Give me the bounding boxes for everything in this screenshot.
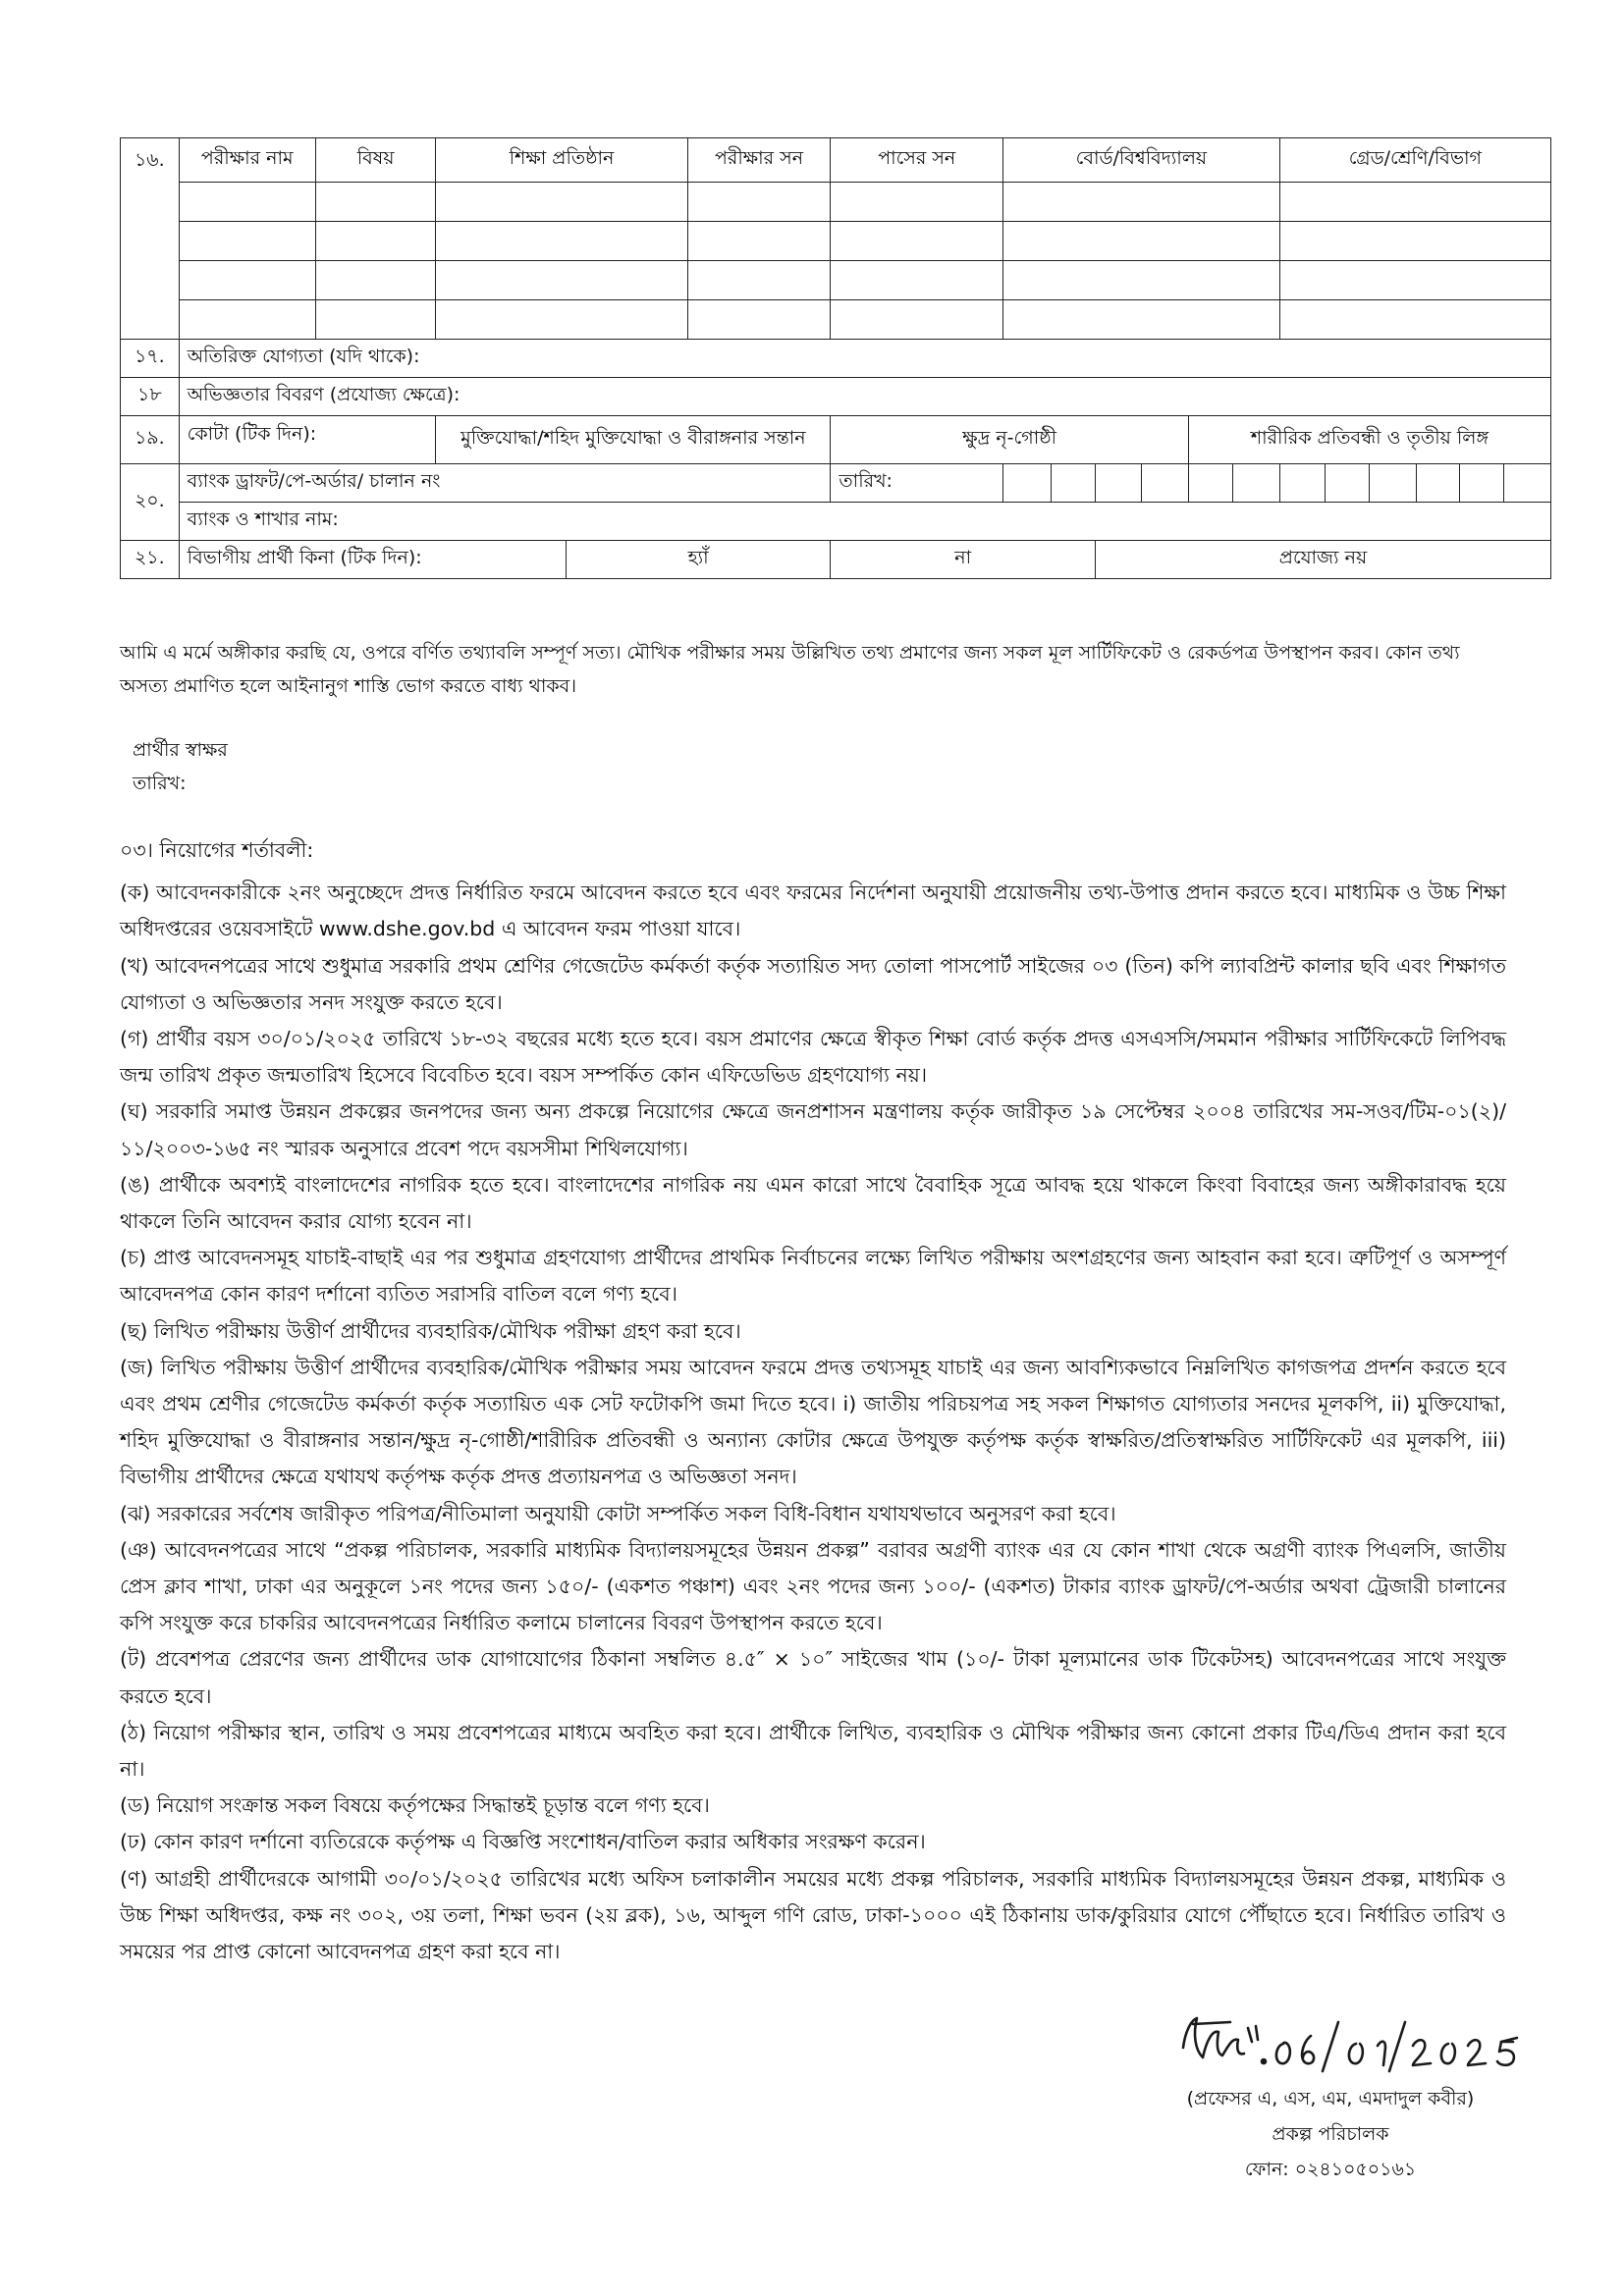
q16-cell[interactable] bbox=[687, 222, 831, 261]
q20-box[interactable] bbox=[1504, 464, 1551, 503]
q16-cell[interactable] bbox=[179, 183, 315, 222]
q19-number: ১৯. bbox=[121, 416, 180, 464]
q16-cell[interactable] bbox=[831, 222, 1003, 261]
term-item: (ট) প্রবেশপত্র প্রেরণের জন্য প্রার্থীদের ডাক যোগাযোগের ঠিকানা সম্বলিত ৪.৫″ × ১০″ সাইজের খাম (১০/- টাকা মূল্যমানের ডাক টিকেটসহ) আবেদনপত্রের সাথে সংযুক্ত করতে হবে। bbox=[120, 1647, 1506, 1708]
q16-header-exam-year: পরীক্ষার সন bbox=[687, 138, 831, 183]
q19-quota-label: কোটা (টিক দিন): bbox=[179, 416, 436, 464]
signatory-phone: ফোন: ০২৪১০৫০১৬১ bbox=[1244, 2159, 1417, 2180]
q16-cell[interactable] bbox=[315, 261, 436, 300]
application-form-table bbox=[120, 137, 1551, 579]
q18-number: ১৮ bbox=[121, 378, 180, 416]
q20-box[interactable] bbox=[1279, 464, 1325, 503]
q20-box[interactable] bbox=[1095, 464, 1141, 503]
q16-cell[interactable] bbox=[1279, 300, 1550, 340]
q19-option-disabled-third-gender[interactable]: শারীরিক প্রতিবন্ধী ও তৃতীয় লিঙ্গ bbox=[1188, 416, 1550, 464]
q16-cell[interactable] bbox=[1279, 222, 1550, 261]
q20-box[interactable] bbox=[1142, 464, 1188, 503]
q21-option-no[interactable]: না bbox=[831, 541, 1096, 579]
applicant-date-label: তারিখ: bbox=[133, 773, 187, 794]
applicant-signature-label: প্রার্থীর স্বাক্ষর bbox=[133, 739, 228, 761]
q20-box[interactable] bbox=[1460, 464, 1504, 503]
q16-cell[interactable] bbox=[436, 300, 687, 340]
q21-departmental-label: বিভাগীয় প্রার্থী কিনা (টিক দিন): bbox=[179, 541, 566, 579]
q16-cell[interactable] bbox=[436, 222, 687, 261]
q16-cell[interactable] bbox=[687, 300, 831, 340]
q16-cell[interactable] bbox=[315, 300, 436, 340]
q19-option-ethnic-minority[interactable]: ক্ষুদ্র নৃ-গোষ্ঠী bbox=[831, 416, 1188, 464]
declaration-text: আমি এ মর্মে অঙ্গীকার করছি যে, ওপরে বর্ণিত তথ্যাবলি সম্পূর্ণ সত্য। মৌখিক পরীক্ষার সময় উল্লিখিত তথ্য প্রমাণের জন্য সকল মূল সার্টিফিকেট ও রেকর্ডপত্র উপস্থাপন করব। কোন তথ্য অসত্য প্রমাণিত হলে আইনানুগ শাস্তি ভোগ করতে বাধ্য থাকব। bbox=[120, 642, 1460, 697]
term-item: (ঘ) সরকারি সমাপ্ত উন্নয়ন প্রকল্পের জনপদের জন্য অন্য প্রকল্পে নিয়োগের ক্ষেত্রে জনপ্রশাসন মন্ত্রণালয় কর্তৃক জারীকৃত ১৯ সেপ্টেম্বর ২০০৪ তারিখের সম-সওব/টিম-০১(২)/১১/২০০৩-১৬৫ নং স্মারক অনুসারে প্রবেশ পদে বয়সসীমা শিথিলযোগ্য। bbox=[120, 1099, 1506, 1160]
q16-cell[interactable] bbox=[1279, 183, 1550, 222]
q16-cell[interactable] bbox=[1279, 261, 1550, 300]
q20-box[interactable] bbox=[1003, 464, 1052, 503]
term-item: (ক) আবেদনকারীকে ২নং অনুচ্ছেদে প্রদত্ত নির্ধারিত ফরমে আবেদন করতে হবে এবং ফরমের নির্দেশনা অনুযায়ী প্রয়োজনীয় তথ্য-উপাত্ত প্রদান করতে হবে। মাধ্যমিক ও উচ্চ শিক্ষা অধিদপ্তরের ওয়েবসাইটে www.dshe.gov.bd এ আবেদন ফরম পাওয়া যাবে। bbox=[120, 881, 1506, 941]
q20-bank-branch-field[interactable]: ব্যাংক ও শাখার নাম: bbox=[179, 503, 1550, 541]
term-item: (ঠ) নিয়োগ পরীক্ষার স্থান, তারিখ ও সময় প্রবেশপত্রের মাধ্যমে অবহিত করা হবে। প্রার্থীকে লিখিত, ব্যবহারিক ও মৌখিক পরীক্ষার জন্য কোনো প্রকার টিএ/ডিএ প্রদান করা হবে না। bbox=[120, 1720, 1506, 1782]
q20-number: ২০. bbox=[121, 464, 180, 541]
q16-header-subject: বিষয় bbox=[315, 138, 436, 183]
signatory-designation: প্রকল্প পরিচালক bbox=[1272, 2123, 1389, 2145]
q16-header-grade: গ্রেড/শ্রেণি/বিভাগ bbox=[1279, 138, 1550, 183]
terms-heading: ০৩। নিয়োগের শর্তাবলী: bbox=[120, 838, 314, 862]
q16-cell[interactable] bbox=[687, 183, 831, 222]
term-item: (ণ) আগ্রহী প্রার্থীদেরকে আগামী ৩০/০১/২০২৫ তারিখের মধ্যে অফিস চলাকালীন সময়ের মধ্যে প্রকল্প পরিচালক, সরকারি মাধ্যমিক বিদ্যালয়সমূহের উন্নয়ন প্রকল্প, মাধ্যমিক ও উচ্চ শিক্ষা অধিদপ্তর, কক্ষ নং ৩০২, ৩য় তলা, শিক্ষা ভবন (২য় ব্লক), ১৬, আব্দুল গণি রোড, ঢাকা-১০০০ এই ঠিকানায় ডাক/কুরিয়ার যোগে পৌঁছাতে হবে। নির্ধারিত তারিখ ও সময়ের পর প্রাপ্ত কোনো আবেদনপত্র গ্রহণ করা হবে না। bbox=[120, 1866, 1506, 1964]
q20-box[interactable] bbox=[1233, 464, 1280, 503]
q16-cell[interactable] bbox=[179, 222, 315, 261]
q16-cell[interactable] bbox=[831, 183, 1003, 222]
signatory-block bbox=[1119, 2081, 1542, 2187]
applicant-signature-block bbox=[133, 733, 228, 800]
q16-row bbox=[121, 183, 1551, 222]
q16-cell[interactable] bbox=[687, 261, 831, 300]
q16-cell[interactable] bbox=[179, 261, 315, 300]
q21-option-not-applicable[interactable]: প্রযোজ্য নয় bbox=[1095, 541, 1550, 579]
q16-cell[interactable] bbox=[1003, 300, 1280, 340]
handwritten-signature-with-date bbox=[1173, 2010, 1527, 2081]
q16-cell[interactable] bbox=[179, 300, 315, 340]
terms-section bbox=[120, 832, 1506, 1970]
q19-option-freedom-fighter[interactable]: মুক্তিযোদ্ধা/শহিদ মুক্তিযোদ্ধা ও বীরাঙ্গনার সন্তান bbox=[436, 416, 831, 464]
q20-box[interactable] bbox=[1188, 464, 1232, 503]
term-item: (ঙ) প্রার্থীকে অবশ্যই বাংলাদেশের নাগরিক হতে হবে। বাংলাদেশের নাগরিক নয় এমন কারো সাথে বৈবাহিক সূত্রে আবদ্ধ হয়ে থাকলে কিংবা বিবাহের জন্য অঙ্গীকারাবদ্ধ হয়ে থাকলে তিনি আবেদন করার যোগ্য হবেন না। bbox=[120, 1172, 1506, 1234]
q16-cell[interactable] bbox=[436, 261, 687, 300]
q21-number: ২১. bbox=[121, 541, 180, 579]
q16-cell[interactable] bbox=[1003, 222, 1280, 261]
q16-number: ১৬. bbox=[121, 138, 180, 340]
q21-option-yes[interactable]: হ্যাঁ bbox=[566, 541, 831, 579]
q16-header-institution: শিক্ষা প্রতিষ্ঠান bbox=[436, 138, 687, 183]
q20-box[interactable] bbox=[1370, 464, 1416, 503]
q18-experience-field[interactable]: অভিজ্ঞতার বিবরণ (প্রযোজ্য ক্ষেত্রে): bbox=[179, 378, 1550, 416]
q16-cell[interactable] bbox=[831, 300, 1003, 340]
q16-row bbox=[121, 222, 1551, 261]
q20-date-label: তারিখ: bbox=[831, 464, 1003, 503]
q20-draft-number-field[interactable]: ব্যাংক ড্রাফট/পে-অর্ডার/ চালান নং bbox=[179, 464, 831, 503]
term-item: (ঝ) সরকারের সর্বশেষ জারীকৃত পরিপত্র/নীতিমালা অনুযায়ী কোটা সম্পর্কিত সকল বিধি-বিধান যথাযথভাবে অনুসরণ করা হবে। bbox=[120, 1501, 1116, 1525]
term-item: (ঢ) কোন কারণ দর্শানো ব্যতিরেকে কর্তৃপক্ষ এ বিজ্ঞপ্তি সংশোধন/বাতিল করার অধিকার সংরক্ষণ করেন। bbox=[120, 1830, 926, 1854]
term-item: (ছ) লিখিত পরীক্ষায় উত্তীর্ণ প্রার্থীদের ব্যবহারিক/মৌখিক পরীক্ষা গ্রহণ করা হবে। bbox=[120, 1318, 741, 1343]
q16-header-board: বোর্ড/বিশ্ববিদ্যালয় bbox=[1003, 138, 1280, 183]
q16-cell[interactable] bbox=[1003, 183, 1280, 222]
term-item: (গ) প্রার্থীর বয়স ৩০/০১/২০২৫ তারিখে ১৮-৩২ বছরের মধ্যে হতে হবে। বয়স প্রমাণের ক্ষেত্রে স্বীকৃত শিক্ষা বোর্ড কর্তৃক প্রদত্ত এসএসসি/সমমান পরীক্ষার সার্টিফিকেটে লিপিবদ্ধ জন্ম তারিখ প্রকৃত জন্মতারিখ হিসেবে বিবেচিত হবে। বয়স সম্পর্কিত কোন এফিডেভিড গ্রহণযোগ্য নয়। bbox=[120, 1027, 1506, 1088]
term-item: (চ) প্রাপ্ত আবেদনসমূহ যাচাই-বাছাই এর পর শুধুমাত্র গ্রহণযোগ্য প্রার্থীদের প্রাথমিক নির্বাচনের লক্ষ্যে লিখিত পরীক্ষায় অংশগ্রহণের জন্য আহবান করা হবে। ত্রুটিপূর্ণ ও অসম্পূর্ণ আবেদনপত্র কোন কারণ দর্শানো ব্যতিত সরাসরি বাতিল বলে গণ্য হবে। bbox=[120, 1246, 1506, 1307]
term-item: (খ) আবেদনপত্রের সাথে শুধুমাত্র সরকারি প্রথম শ্রেণির গেজেটেড কর্মকর্তা কর্তৃক সত্যায়িত সদ্য তোলা পাসপোর্ট সাইজের ০৩ (তিন) কপি ল্যাবপ্রিন্ট কালার ছবি এবং শিক্ষাগত যোগ্যতা ও অভিজ্ঞতার সনদ সংযুক্ত করতে হবে। bbox=[120, 953, 1506, 1014]
term-item: (জ) লিখিত পরীক্ষায় উত্তীর্ণ প্রার্থীদের ব্যবহারিক/মৌখিক পরীক্ষার সময় আবেদন ফরমে প্রদত্ত তথ্যসমূহ যাচাই এর জন্য আবশ্যিকভাবে নিম্নলিখিত কাগজপত্র প্রদর্শন করতে হবে এবং প্রথম শ্রেণীর গেজেটেড কর্মকর্তা কর্তৃক সত্যায়িত এক সেট ফটোকপি জমা দিতে হবে। i) জাতীয় পরিচয়পত্র সহ সকল শিক্ষাগত যোগ্যতার সনদের মূলকপি, ii) মুক্তিযোদ্ধা, শহিদ মুক্তিযোদ্ধা ও বীরাঙ্গনার সন্তান/ক্ষুদ্র নৃ-গোষ্ঠী/শারীরিক প্রতিবন্ধী ও অন্যান্য কোটার ক্ষেত্রে উপযুক্ত কর্তৃপক্ষ কর্তৃক স্বাক্ষরিত/প্রতিস্বাক্ষরিত সার্টিফিকেট এর মূলকপি, iii) বিভাগীয় প্রার্থীদের ক্ষেত্রে যথাযথ কর্তৃপক্ষ কর্তৃক প্রদত্ত প্রত্যায়নপত্র ও অভিজ্ঞতা সনদ। bbox=[120, 1355, 1506, 1489]
q16-cell[interactable] bbox=[315, 183, 436, 222]
q16-cell[interactable] bbox=[831, 261, 1003, 300]
q16-row bbox=[121, 300, 1551, 340]
q20-box[interactable] bbox=[1326, 464, 1370, 503]
q16-header-exam-name: পরীক্ষার নাম bbox=[179, 138, 315, 183]
signatory-name: (প্রফেসর এ, এস, এম, এমদাদুল কবীর) bbox=[1186, 2088, 1475, 2109]
term-item: (ঞ) আবেদনপত্রের সাথে “প্রকল্প পরিচালক, সরকারি মাধ্যমিক বিদ্যালয়সমূহের উন্নয়ন প্রকল্প” বরাবর অগ্রণী ব্যাংক এর যে কোন শাখা থেকে অগ্রণী ব্যাংক পিএলসি, জাতীয় প্রেস ক্লাব শাখা, ঢাকা এর অনুকূলে ১নং পদের জন্য ১৫০/- (একশত পঞ্চাশ) এবং ২নং পদের জন্য ১০০/- (একশত) টাকার ব্যাংক ড্রাফট/পে-অর্ডার অথবা ট্রেজারী চালানের কপি সংযুক্ত করে চাকরির আবেদনপত্রের নির্ধারিত কলামে চালানের বিবরণ উপস্থাপন করতে হবে। bbox=[120, 1537, 1506, 1635]
q17-additional-qualification-field[interactable]: অতিরিক্ত যোগ্যতা (যদি থাকে): bbox=[179, 340, 1550, 378]
q17-number: ১৭. bbox=[121, 340, 180, 378]
q16-header-pass-year: পাসের সন bbox=[831, 138, 1003, 183]
q20-box[interactable] bbox=[1051, 464, 1095, 503]
q20-box[interactable] bbox=[1416, 464, 1459, 503]
q16-cell[interactable] bbox=[436, 183, 687, 222]
q16-row bbox=[121, 261, 1551, 300]
term-item: (ড) নিয়োগ সংক্রান্ত সকল বিষয়ে কর্তৃপক্ষের সিদ্ধান্তই চূড়ান্ত বলে গণ্য হবে। bbox=[120, 1793, 710, 1818]
q16-cell[interactable] bbox=[1003, 261, 1280, 300]
q16-cell[interactable] bbox=[315, 222, 436, 261]
